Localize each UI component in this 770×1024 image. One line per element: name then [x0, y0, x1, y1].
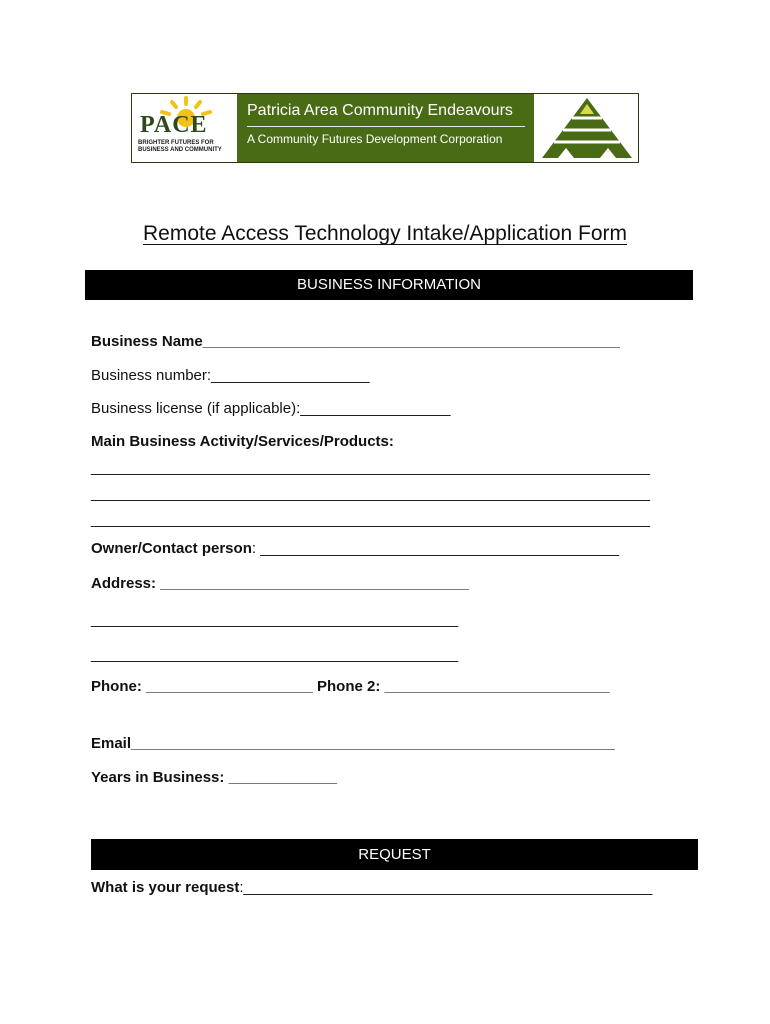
business-name-field[interactable]: Business Name__________________________________________________: [91, 333, 620, 350]
pace-logo: [132, 94, 237, 162]
address-line-3[interactable]: ____________________________________________: [91, 646, 459, 663]
years-in-business-field[interactable]: Years in Business: _____________: [91, 769, 338, 786]
address-field[interactable]: Address: _____________________________________: [91, 575, 469, 592]
business-number-field[interactable]: Business number:___________________: [91, 367, 370, 384]
banner-divider: [247, 126, 525, 127]
request-label: What is your request: [91, 879, 240, 896]
banner-title-panel: [237, 94, 534, 162]
request-field[interactable]: [91, 879, 652, 896]
activity-line-1[interactable]: ___________________________________________________________________: [91, 459, 650, 476]
pace-logo-tagline: BRIGHTER FUTURES FOR BUSINESS AND COMMUNITY: [138, 140, 222, 153]
activity-line-3[interactable]: ___________________________________________________________________: [91, 511, 650, 528]
activity-line-2[interactable]: ___________________________________________________________________: [91, 485, 650, 502]
form-title: Remote Access Technology Intake/Application Form: [142, 222, 628, 245]
section-header-business-information: BUSINESS INFORMATION: [85, 270, 693, 300]
organization-name: Patricia Area Community Endeavours: [247, 102, 513, 119]
organization-banner: [131, 93, 639, 163]
owner-contact-field[interactable]: [91, 540, 619, 557]
owner-contact-blank[interactable]: : ___________________________________________: [251, 540, 619, 557]
request-blank[interactable]: :_________________________________________________: [239, 879, 653, 896]
email-field[interactable]: Email__________________________________________________________: [91, 735, 615, 752]
organization-subtitle: A Community Futures Development Corporation: [247, 132, 503, 146]
main-activity-label: Main Business Activity/Services/Products:: [91, 433, 394, 450]
triangle-emblem-icon: [536, 94, 638, 162]
section-header-request: REQUEST: [91, 839, 698, 870]
business-license-field[interactable]: Business license (if applicable):__________________: [91, 400, 451, 417]
phone-field[interactable]: Phone: ____________________ Phone 2: ___________________________: [91, 678, 610, 695]
address-line-2[interactable]: ____________________________________________: [91, 611, 459, 628]
pace-logo-word: PACE: [140, 112, 208, 138]
owner-contact-label: Owner/Contact person: [91, 540, 252, 557]
